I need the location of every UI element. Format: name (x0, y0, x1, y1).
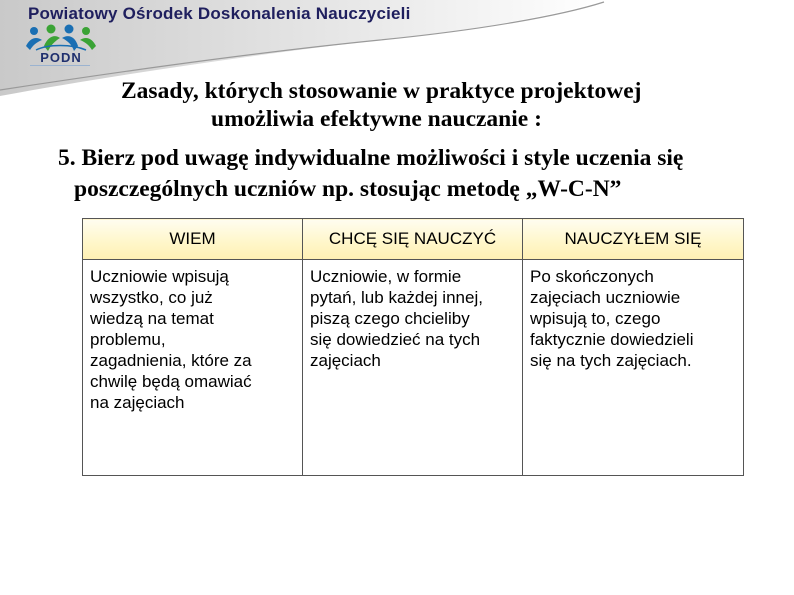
cell-wiem (83, 260, 303, 476)
heading-line-4: poszczególnych uczniów np. stosując metodę „W-C-N” (74, 176, 622, 202)
cell-line: Uczniowie, w formie (310, 267, 462, 286)
cell-line: pytań, lub każdej innej, (310, 288, 483, 307)
heading-line-2: umożliwia efektywne nauczanie : (211, 106, 542, 132)
heading-line-3: 5. Bierz pod uwagę indywidualne możliwości i style uczenia się (58, 145, 684, 171)
cell-line: Po skończonych (530, 267, 654, 286)
cell-line: się dowiedzieć na tych (310, 330, 481, 349)
cell-line: się na tych zajęciach. (530, 351, 692, 370)
cell-line: piszą czego chcieliby (310, 309, 470, 328)
cell-line: wiedzą na temat (90, 309, 214, 328)
wcn-table (82, 218, 744, 476)
header-nauczylem-sie: NAUCZYŁEM SIĘ (523, 219, 744, 260)
cell-line: zagadnienia, które za (90, 351, 252, 370)
cell-line: Uczniowie wpisują (90, 267, 229, 286)
cell-line: na zajęciach (90, 393, 185, 412)
heading-line-1: Zasady, których stosowanie w praktyce projektowej (121, 78, 642, 104)
podn-logo (22, 24, 100, 64)
cell-line: zajęciach uczniowie (530, 288, 681, 307)
header-wiem: WIEM (83, 219, 303, 260)
cell-line: chwilę będą omawiać (90, 372, 252, 391)
table-row (83, 260, 744, 476)
banner-title: Powiatowy Ośrodek Doskonalenia Nauczycieli (28, 4, 411, 23)
cell-line: problemu, (90, 330, 166, 349)
cell-nauczylem-sie (523, 260, 744, 476)
cell-line: faktycznie dowiedzieli (530, 330, 694, 349)
logo-text: PODN (40, 50, 82, 65)
cell-line: wszystko, co już (90, 288, 213, 307)
cell-line: zajęciach (310, 351, 381, 370)
table-header-row (83, 219, 744, 260)
logo-underline (30, 65, 90, 66)
header-chce-sie-nauczyc: CHCĘ SIĘ NAUCZYĆ (303, 219, 523, 260)
cell-chce-sie-nauczyc (303, 260, 523, 476)
cell-line: wpisują to, czego (530, 309, 661, 328)
